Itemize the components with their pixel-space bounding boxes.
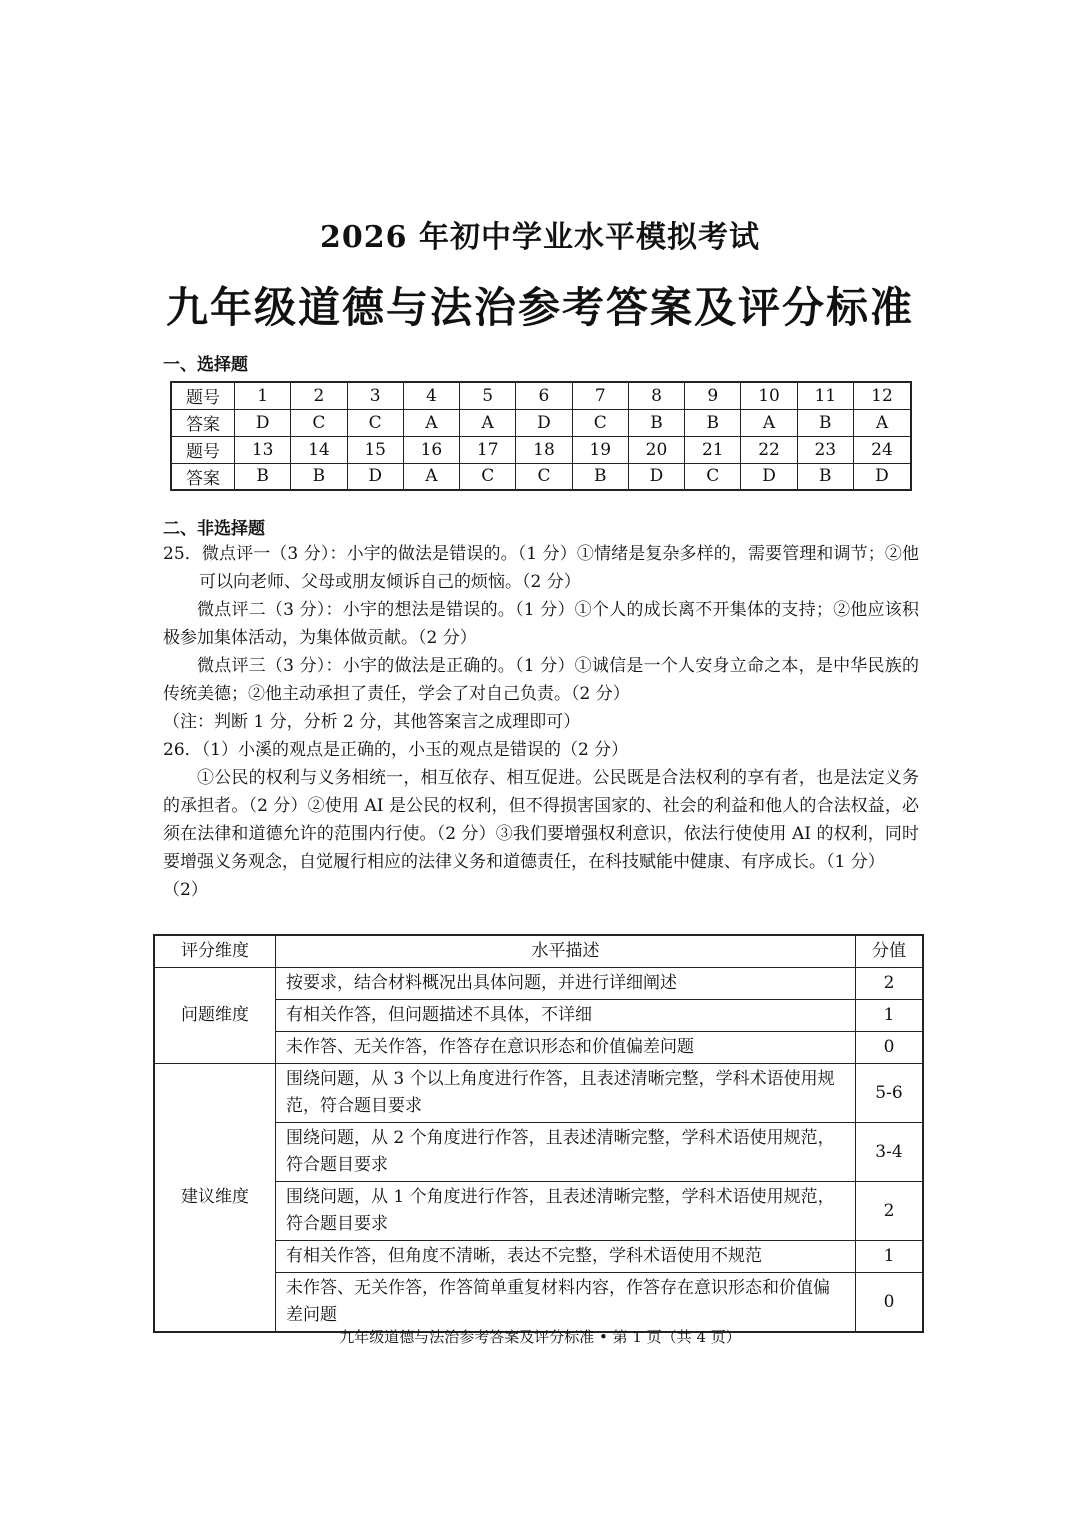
question-number-cell: 4 [403,382,459,409]
q25-comment-2: 微点评二（3 分）：小宇的想法是错误的。（1 分）①个人的成长离不开集体的支持；②他应该积极参加集体活动，为集体做贡献。（2 分） [163,600,919,648]
question-number-cell: 15 [347,436,403,463]
question-number-cell: 23 [797,436,853,463]
question-number-cell: 20 [628,436,684,463]
answer-cell: D [235,409,291,436]
question-number-row [171,382,911,409]
answer-cell: C [460,463,516,490]
row-label: 题号 [171,382,235,409]
row-label: 题号 [171,436,235,463]
question-number-cell: 9 [685,382,741,409]
rubric-dimension: 建议维度 [154,1064,276,1333]
question-number-cell: 10 [741,382,797,409]
rubric-header-score: 分值 [856,935,924,968]
rubric-header-dimension: 评分维度 [154,935,276,968]
rubric-score: 0 [856,1032,924,1064]
row-label: 答案 [171,409,235,436]
answer-cell: A [403,463,459,490]
answer-cell: A [741,409,797,436]
question-number-cell: 21 [685,436,741,463]
section-heading-non-choice: 二、非选择题 [163,519,265,539]
answer-key-title: 九年级道德与法治参考答案及评分标准 [165,283,914,332]
answer-cell: D [741,463,797,490]
rubric-score: 2 [856,1182,924,1241]
rubric-description: 有相关作答，但问题描述不具体，不详细 [276,1000,856,1032]
rubric-description: 有相关作答，但角度不清晰，表达不完整，学科术语使用不规范 [276,1241,856,1273]
question-number-cell: 6 [516,382,572,409]
answer-cell: D [853,463,911,490]
answer-cell: C [685,463,741,490]
rubric-description: 按要求，结合材料概况出具体问题，并进行详细阐述 [276,968,856,1000]
multiple-choice-answer-table [170,381,912,491]
question-number-cell: 2 [291,382,347,409]
rubric-row [154,1064,923,1123]
answer-cell: B [235,463,291,490]
scoring-rubric-table [153,934,924,1333]
rubric-description: 围绕问题，从 1 个角度进行作答，且表述清晰完整，学科术语使用规范，符合题目要求 [276,1182,856,1241]
q26-part2-label: （2） [163,880,208,900]
exam-title: 2026 年初中学业水平模拟考试 [320,220,760,255]
question-number-row [171,436,911,463]
answer-cell: D [628,463,684,490]
answer-cell: B [797,409,853,436]
answer-row [171,409,911,436]
q25-note: （注：判断 1 分，分析 2 分，其他答案言之成理即可） [163,712,581,732]
answer-cell: B [685,409,741,436]
question-number-cell: 5 [460,382,516,409]
rubric-dimension: 问题维度 [154,968,276,1064]
question-number-cell: 7 [572,382,628,409]
question-number-cell: 18 [516,436,572,463]
rubric-score: 5-6 [856,1064,924,1123]
question-number-cell: 3 [347,382,403,409]
question-number-cell: 14 [291,436,347,463]
question-number-cell: 13 [235,436,291,463]
answer-row [171,463,911,490]
rubric-header-description: 水平描述 [276,935,856,968]
question-number-cell: 24 [853,436,911,463]
rubric-description: 未作答、无关作答，作答存在意识形态和价值偏差问题 [276,1032,856,1064]
answer-cell: D [516,409,572,436]
page-footer: 九年级道德与法治参考答案及评分标准 • 第 1 页（共 4 页） [339,1328,741,1346]
section-heading-multiple-choice: 一、选择题 [163,355,248,375]
question-number-cell: 19 [572,436,628,463]
answer-cell: B [572,463,628,490]
question-number-cell: 1 [235,382,291,409]
rubric-description: 围绕问题，从 2 个角度进行作答，且表述清晰完整，学科术语使用规范，符合题目要求 [276,1123,856,1182]
answer-cell: C [572,409,628,436]
rubric-description: 围绕问题，从 3 个以上角度进行作答，且表述清晰完整，学科术语使用规范，符合题目要求 [276,1064,856,1123]
question-number-cell: 8 [628,382,684,409]
rubric-description: 未作答、无关作答，作答简单重复材料内容，作答存在意识形态和价值偏差问题 [276,1273,856,1333]
answer-cell: B [291,463,347,490]
rubric-score: 0 [856,1273,924,1333]
answer-cell: C [516,463,572,490]
rubric-score: 1 [856,1241,924,1273]
answer-cell: B [797,463,853,490]
answer-cell: C [291,409,347,436]
answer-cell: A [460,409,516,436]
rubric-row [154,968,923,1000]
q26-part1: 26．（1）小溪的观点是正确的，小玉的观点是错误的（2 分） [163,740,629,760]
answer-cell: C [347,409,403,436]
question-number-cell: 22 [741,436,797,463]
question-number-cell: 16 [403,436,459,463]
question-number-cell: 17 [460,436,516,463]
answer-cell: B [628,409,684,436]
rubric-score: 2 [856,968,924,1000]
question-number-cell: 12 [853,382,911,409]
answer-cell: D [347,463,403,490]
q25-comment-1: 25．微点评一（3 分）：小宇的做法是错误的。（1 分）①情绪是复杂多样的，需要管理和调节；②他可以向老师、父母或朋友倾诉自己的烦恼。（2 分） [163,544,919,592]
rubric-score: 3-4 [856,1123,924,1182]
answer-cell: A [403,409,459,436]
row-label: 答案 [171,463,235,490]
answer-cell: A [853,409,911,436]
q26-part1-analysis: ①公民的权利与义务相统一，相互依存、相互促进。公民既是合法权利的享有者，也是法定义务的承担者。（2 分）②使用 AI 是公民的权利，但不得损害国家的、社会的利益和他人的合法权益，必须在法律和道德允许的范围内行使。（2 分）③我们要增强权利意识，依法行使使用 AI 的权利，同时要增强义务观念，自觉履行相应的法律义务和道德责任，在科技赋能中健康、有序成长。（1 分） [163,768,919,872]
q25-comment-3: 微点评三（3 分）：小宇的做法是正确的。（1 分）①诚信是一个人安身立命之本，是中华民族的传统美德；②他主动承担了责任，学会了对自己负责。（2 分） [163,656,919,704]
answer-text [163,540,919,904]
rubric-score: 1 [856,1000,924,1032]
question-number-cell: 11 [797,382,853,409]
